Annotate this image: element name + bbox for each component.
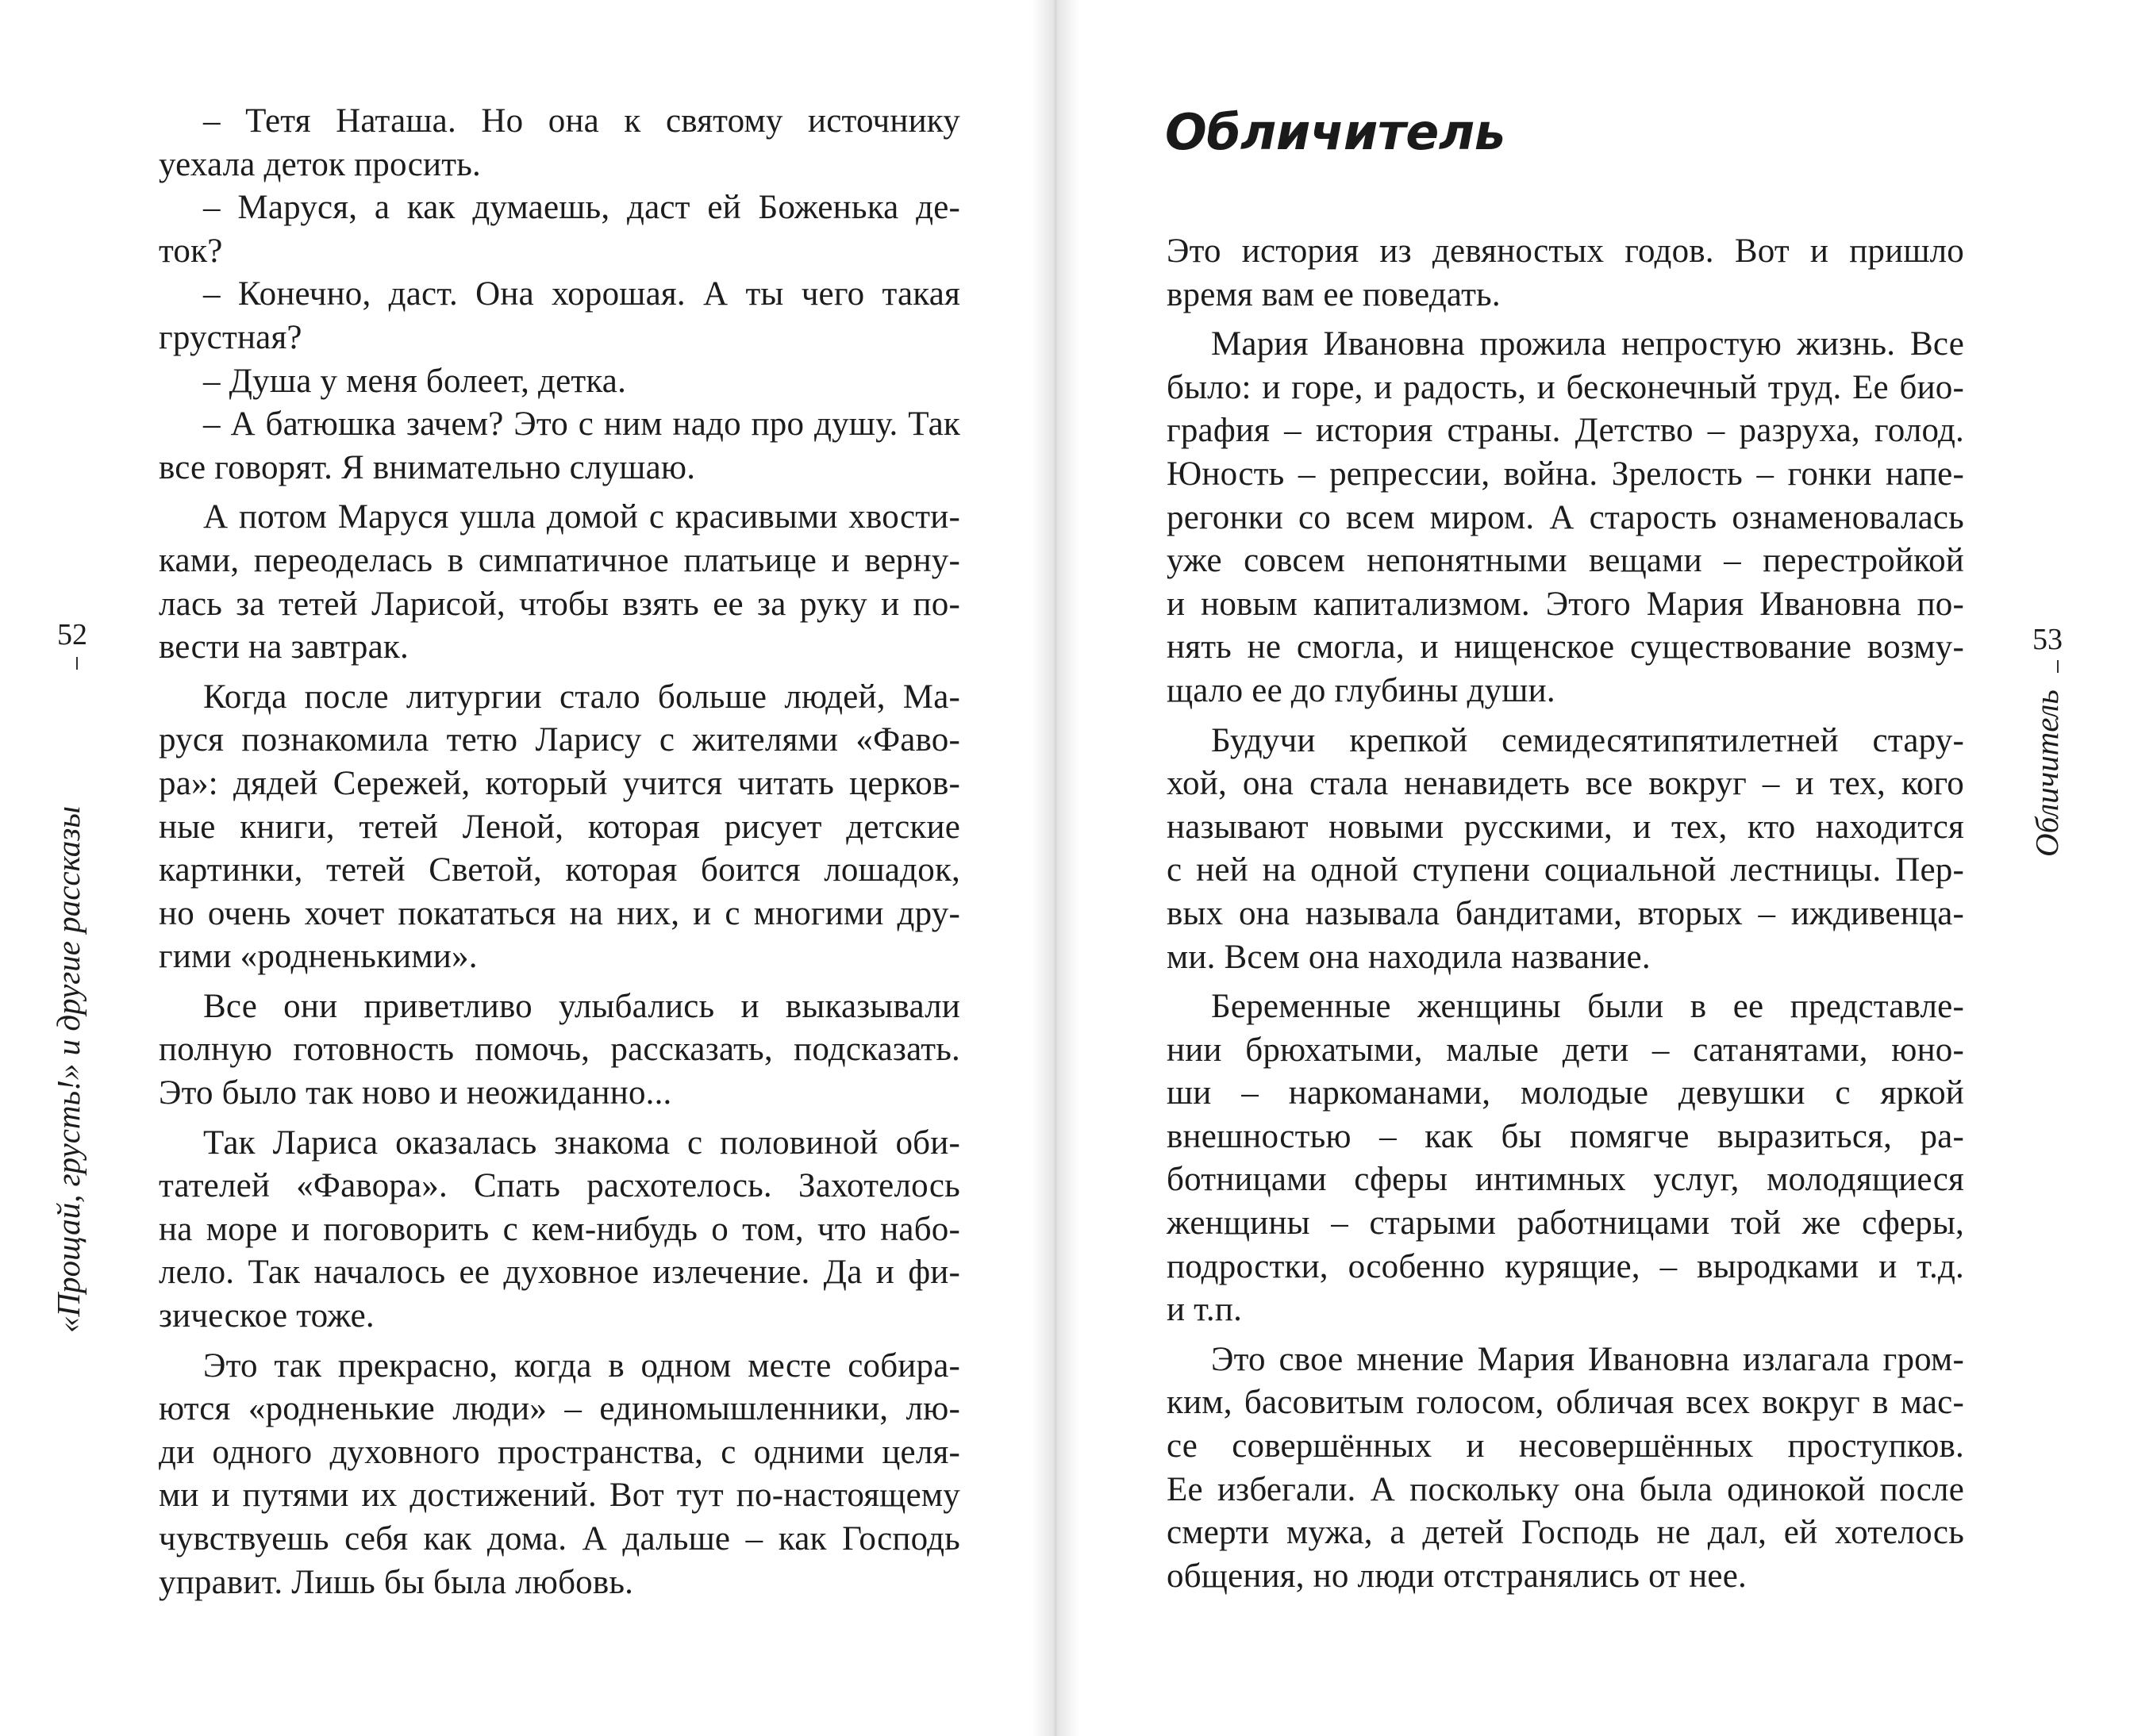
text-line: лась за тетей Ларисой, чтобы взять ее за руку и по- <box>159 585 960 623</box>
text-line: подростки, особенно курящие, – выродками и т.д. <box>1167 1247 1964 1285</box>
text-line: Это было так ново и неожиданно... <box>159 1074 672 1112</box>
text-line: А потом Маруся ушла домой с красивыми хвости- <box>203 498 960 536</box>
text-line: ши – наркоманами, молодые девушки с яркой <box>1167 1074 1964 1112</box>
text-line: нии брюхатыми, малые дети – сатанятами, юно- <box>1167 1031 1964 1069</box>
text-line: время вам ее поведать. <box>1167 275 1501 313</box>
text-line: на море и поговорить с кем-нибудь о том, что набо- <box>159 1210 960 1248</box>
text-line: щало ее до глубины души. <box>1167 671 1555 709</box>
text-line: чувствуешь себя как дома. А дальше – как Господь <box>159 1520 960 1557</box>
text-line: вести на завтрак. <box>159 628 409 666</box>
text-line: Мария Ивановна прожила непростую жизнь. Все <box>1211 325 1964 363</box>
text-line: – Конечно, даст. Она хорошая. А ты чего такая <box>203 275 960 313</box>
left-body-text <box>159 100 960 1604</box>
text-line: с ней на одной ступени социальной лестницы. Пер- <box>1167 851 1964 889</box>
text-line: Юность – репрессии, война. Зрелость – гонки напе- <box>1167 455 1964 493</box>
text-line: хой, она стала ненавидеть все вокруг – и тех, кого <box>1167 765 1964 803</box>
text-line: графия – история страны. Детство – разруха, голод. <box>1167 412 1964 450</box>
right-running-head: Обличитель <box>2028 689 2065 857</box>
left-running-head: «Прощай, грусть!» и другие рассказы <box>50 805 87 1333</box>
text-line: ра»: дядей Сережей, который учится читать церков- <box>159 764 960 802</box>
text-line: ками, переоделась в симпатичное платьице и верну- <box>159 541 960 579</box>
text-line: картинки, тетей Светой, которая боится лошадок, <box>159 851 960 889</box>
text-line: тателей «Фавора». Спать расхотелось. Захотелось <box>159 1167 960 1205</box>
text-line: полную готовность помочь, рассказать, подсказать. <box>159 1031 960 1069</box>
text-line: ми. Всем она находила название. <box>1167 938 1651 976</box>
text-line: руся познакомила тетю Ларису с жителями «Фаво- <box>159 721 960 759</box>
text-line: ким, басовитым голосом, обличая всех вокруг в мас- <box>1167 1384 1964 1422</box>
text-line: внешностью – как бы помягче выразиться, ра- <box>1167 1117 1964 1155</box>
text-line: Это так прекрасно, когда в одном месте собира- <box>203 1346 960 1385</box>
text-line: уже совсем непонятными вещами – перестройкой <box>1167 542 1964 580</box>
text-line: Это свое мнение Мария Ивановна излагала гром- <box>1211 1340 1964 1378</box>
text-line: Будучи крепкой семидесятипятилетней стару- <box>1211 721 1964 759</box>
text-line: ток? <box>159 232 223 270</box>
text-line: лело. Так началось ее духовное излечение. Да и фи- <box>159 1254 960 1292</box>
left-head-rule <box>76 657 78 670</box>
text-line: ются «родненькие люди» – единомышленники, лю- <box>159 1390 960 1428</box>
text-line: гими «родненькими». <box>159 938 478 976</box>
text-line: Ее избегали. А поскольку она была одинокой после <box>1167 1470 1964 1508</box>
text-line: смерти мужа, а детей Господь не дал, ей хотелось <box>1167 1514 1964 1552</box>
text-line: Когда после литургии стало больше людей, Ма- <box>203 678 960 716</box>
chapter-title: Обличитель <box>1165 103 1505 161</box>
right-head-rule <box>2057 660 2059 673</box>
text-line: се совершённых и несовершённых проступков. <box>1167 1427 1964 1465</box>
text-line: управит. Лишь бы была любовь. <box>159 1563 634 1601</box>
left-page-number: 52 <box>57 618 87 651</box>
text-line: грустная? <box>159 318 302 356</box>
text-line: зическое тоже. <box>159 1297 375 1335</box>
text-line: и новым капитализмом. Этого Мария Ивановна по- <box>1167 585 1964 623</box>
right-body-text <box>1167 230 1964 1598</box>
text-line: – А батюшка зачем? Это с ним надо про душу. Так <box>203 405 960 444</box>
text-line: уехала деток просить. <box>159 145 482 183</box>
text-line: все говорят. Я внимательно слушаю. <box>159 448 696 486</box>
text-line: ми и путями их достижений. Вот тут по-настоящему <box>159 1477 960 1515</box>
text-line: ные книги, тетей Леной, которая рисует детские <box>159 808 960 846</box>
text-line: но очень хочет покататься на них, и с многими дру- <box>159 894 960 932</box>
right-page-number: 53 <box>2032 623 2063 656</box>
text-line: – Тетя Наташа. Но она к святому источнику <box>203 102 960 140</box>
text-line: – Душа у меня болеет, детка. <box>203 362 627 400</box>
text-line: было: и горе, и радость, и бесконечный труд. Ее био- <box>1167 368 1964 406</box>
text-line: вых она называла бандитами, вторых – иждивенца- <box>1167 894 1964 932</box>
book-gutter <box>1032 0 1079 1736</box>
text-line: регонки со всем миром. А старость ознаменовалась <box>1167 498 1964 536</box>
text-line: называют новыми русскими, и тех, кто находится <box>1167 808 1964 846</box>
text-line: Так Лариса оказалась знакома с половиной оби- <box>203 1123 960 1162</box>
text-line: Беременные женщины были в ее представле- <box>1211 988 1964 1026</box>
text-line: Все они приветливо улыбались и выказывали <box>203 987 960 1025</box>
text-line: ди одного духовного пространства, с одними целя- <box>159 1433 960 1471</box>
text-line: ботницами сферы интимных услуг, молодящиеся <box>1167 1161 1964 1199</box>
text-line: общения, но люди отстранялись от нее. <box>1167 1557 1747 1595</box>
text-line: – Маруся, а как думаешь, даст ей Боженька де- <box>203 189 960 227</box>
text-line: и т.п. <box>1167 1291 1243 1329</box>
text-line: нять не смогла, и нищенское существование возму- <box>1167 628 1964 666</box>
text-line: Это история из девяностых годов. Вот и пришло <box>1167 232 1964 270</box>
text-line: женщины – старыми работницами той же сферы, <box>1167 1204 1964 1242</box>
